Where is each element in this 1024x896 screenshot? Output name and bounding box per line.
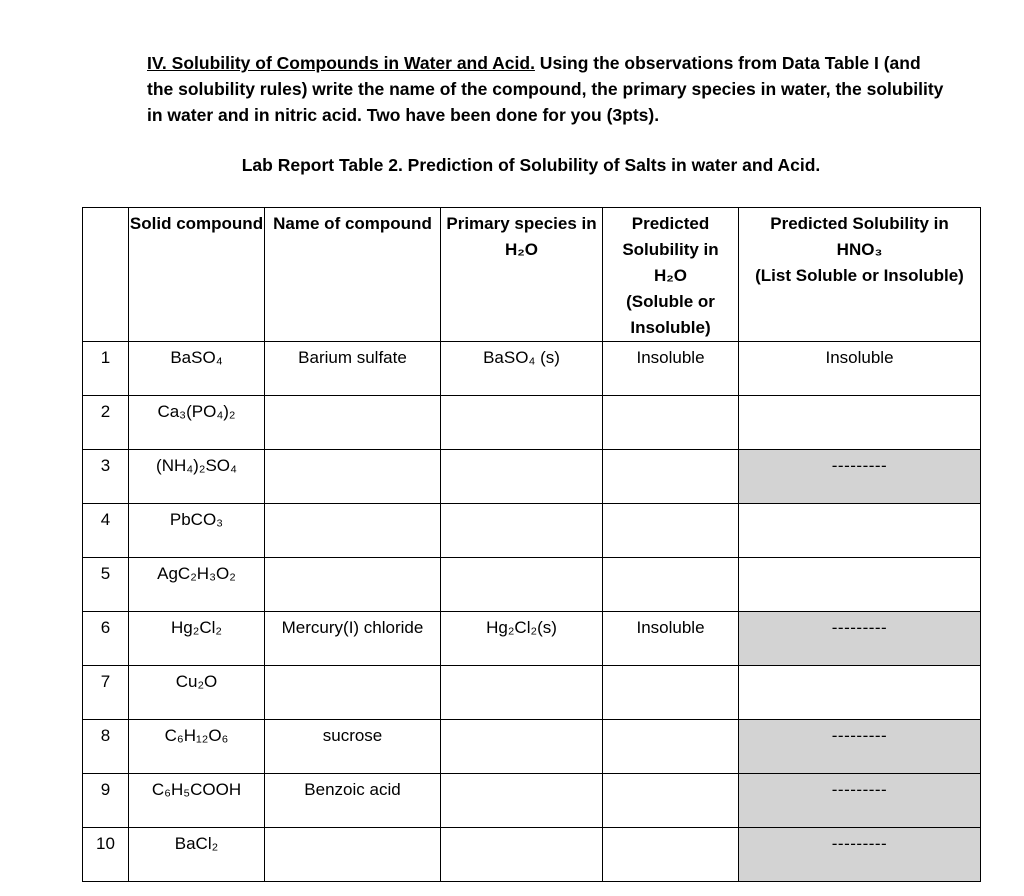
compound-name-cell[interactable] bbox=[265, 558, 441, 612]
water-solubility-cell[interactable] bbox=[603, 558, 739, 612]
acid-solubility-cell[interactable] bbox=[739, 504, 981, 558]
primary-species-cell[interactable]: Hg₂Cl₂(s) bbox=[441, 612, 603, 666]
primary-species-cell[interactable] bbox=[441, 558, 603, 612]
header-solubility-acid: Predicted Solubility in HNO₃ (List Soluble or Insoluble) bbox=[739, 208, 981, 342]
table-row bbox=[83, 666, 981, 720]
instructions-heading: IV. Solubility of Compounds in Water and Acid. bbox=[147, 53, 535, 73]
primary-species-cell[interactable] bbox=[441, 450, 603, 504]
header-solid-compound: Solid compound bbox=[129, 208, 265, 342]
acid-solubility-cell[interactable] bbox=[739, 666, 981, 720]
compound-name-cell[interactable]: Benzoic acid bbox=[265, 774, 441, 828]
primary-species-cell[interactable] bbox=[441, 774, 603, 828]
water-solubility-cell[interactable]: Insoluble bbox=[603, 342, 739, 396]
primary-species-cell[interactable] bbox=[441, 396, 603, 450]
compound-name-cell[interactable] bbox=[265, 450, 441, 504]
row-number-cell: 10 bbox=[83, 828, 129, 882]
table-caption: Lab Report Table 2. Prediction of Solubility of Salts in water and Acid. bbox=[241, 155, 821, 175]
solid-compound-cell: PbCO₃ bbox=[129, 504, 265, 558]
primary-species-cell[interactable] bbox=[441, 504, 603, 558]
compound-name-cell[interactable]: Barium sulfate bbox=[265, 342, 441, 396]
table-row bbox=[83, 558, 981, 612]
acid-solubility-cell: --------- bbox=[739, 612, 981, 666]
row-number-cell: 3 bbox=[83, 450, 129, 504]
acid-solubility-cell: --------- bbox=[739, 450, 981, 504]
water-solubility-cell[interactable] bbox=[603, 720, 739, 774]
compound-name-cell[interactable] bbox=[265, 666, 441, 720]
table-header-row bbox=[83, 208, 981, 342]
header-number bbox=[83, 208, 129, 342]
water-solubility-cell[interactable] bbox=[603, 828, 739, 882]
primary-species-cell[interactable]: BaSO₄ (s) bbox=[441, 342, 603, 396]
primary-species-cell[interactable] bbox=[441, 666, 603, 720]
compound-name-cell[interactable] bbox=[265, 828, 441, 882]
header-solubility-water: Predicted Solubility in H₂O (Soluble or Insoluble) bbox=[603, 208, 739, 342]
solid-compound-cell: (NH₄)₂SO₄ bbox=[129, 450, 265, 504]
table-row bbox=[83, 504, 981, 558]
table-row bbox=[83, 828, 981, 882]
water-solubility-cell[interactable] bbox=[603, 450, 739, 504]
header-primary-species: Primary species in H₂O bbox=[441, 208, 603, 342]
acid-solubility-cell[interactable]: Insoluble bbox=[739, 342, 981, 396]
water-solubility-cell[interactable] bbox=[603, 774, 739, 828]
row-number-cell: 5 bbox=[83, 558, 129, 612]
acid-solubility-cell[interactable] bbox=[739, 396, 981, 450]
primary-species-cell[interactable] bbox=[441, 720, 603, 774]
row-number-cell: 6 bbox=[83, 612, 129, 666]
solid-compound-cell: AgC₂H₃O₂ bbox=[129, 558, 265, 612]
row-number-cell: 8 bbox=[83, 720, 129, 774]
solid-compound-cell: Cu₂O bbox=[129, 666, 265, 720]
table-row bbox=[83, 342, 981, 396]
solid-compound-cell: BaCl₂ bbox=[129, 828, 265, 882]
solubility-table bbox=[82, 207, 981, 882]
instructions-body: Using the observations from Data Table I (and the solubility rules) write the name of the compound, the primary species in water, the solubility in water and in nitric acid. Two have been done for you (3pts). bbox=[147, 53, 944, 125]
compound-name-cell[interactable] bbox=[265, 396, 441, 450]
header-compound-name: Name of compound bbox=[265, 208, 441, 342]
instructions-paragraph bbox=[147, 50, 947, 128]
row-number-cell: 7 bbox=[83, 666, 129, 720]
water-solubility-cell[interactable] bbox=[603, 666, 739, 720]
table-row bbox=[83, 612, 981, 666]
row-number-cell: 9 bbox=[83, 774, 129, 828]
solid-compound-cell: C₆H₅COOH bbox=[129, 774, 265, 828]
water-solubility-cell[interactable] bbox=[603, 504, 739, 558]
row-number-cell: 1 bbox=[83, 342, 129, 396]
row-number-cell: 2 bbox=[83, 396, 129, 450]
acid-solubility-cell: --------- bbox=[739, 720, 981, 774]
table-row bbox=[83, 396, 981, 450]
table-row bbox=[83, 774, 981, 828]
compound-name-cell[interactable]: Mercury(I) chloride bbox=[265, 612, 441, 666]
row-number-cell: 4 bbox=[83, 504, 129, 558]
table-row bbox=[83, 720, 981, 774]
solid-compound-cell: Hg₂Cl₂ bbox=[129, 612, 265, 666]
primary-species-cell[interactable] bbox=[441, 828, 603, 882]
water-solubility-cell[interactable] bbox=[603, 396, 739, 450]
compound-name-cell[interactable] bbox=[265, 504, 441, 558]
acid-solubility-cell[interactable] bbox=[739, 558, 981, 612]
solid-compound-cell: Ca₃(PO₄)₂ bbox=[129, 396, 265, 450]
compound-name-cell[interactable]: sucrose bbox=[265, 720, 441, 774]
table-row bbox=[83, 450, 981, 504]
solid-compound-cell: C₆H₁₂O₆ bbox=[129, 720, 265, 774]
solid-compound-cell: BaSO₄ bbox=[129, 342, 265, 396]
acid-solubility-cell: --------- bbox=[739, 774, 981, 828]
water-solubility-cell[interactable]: Insoluble bbox=[603, 612, 739, 666]
acid-solubility-cell: --------- bbox=[739, 828, 981, 882]
